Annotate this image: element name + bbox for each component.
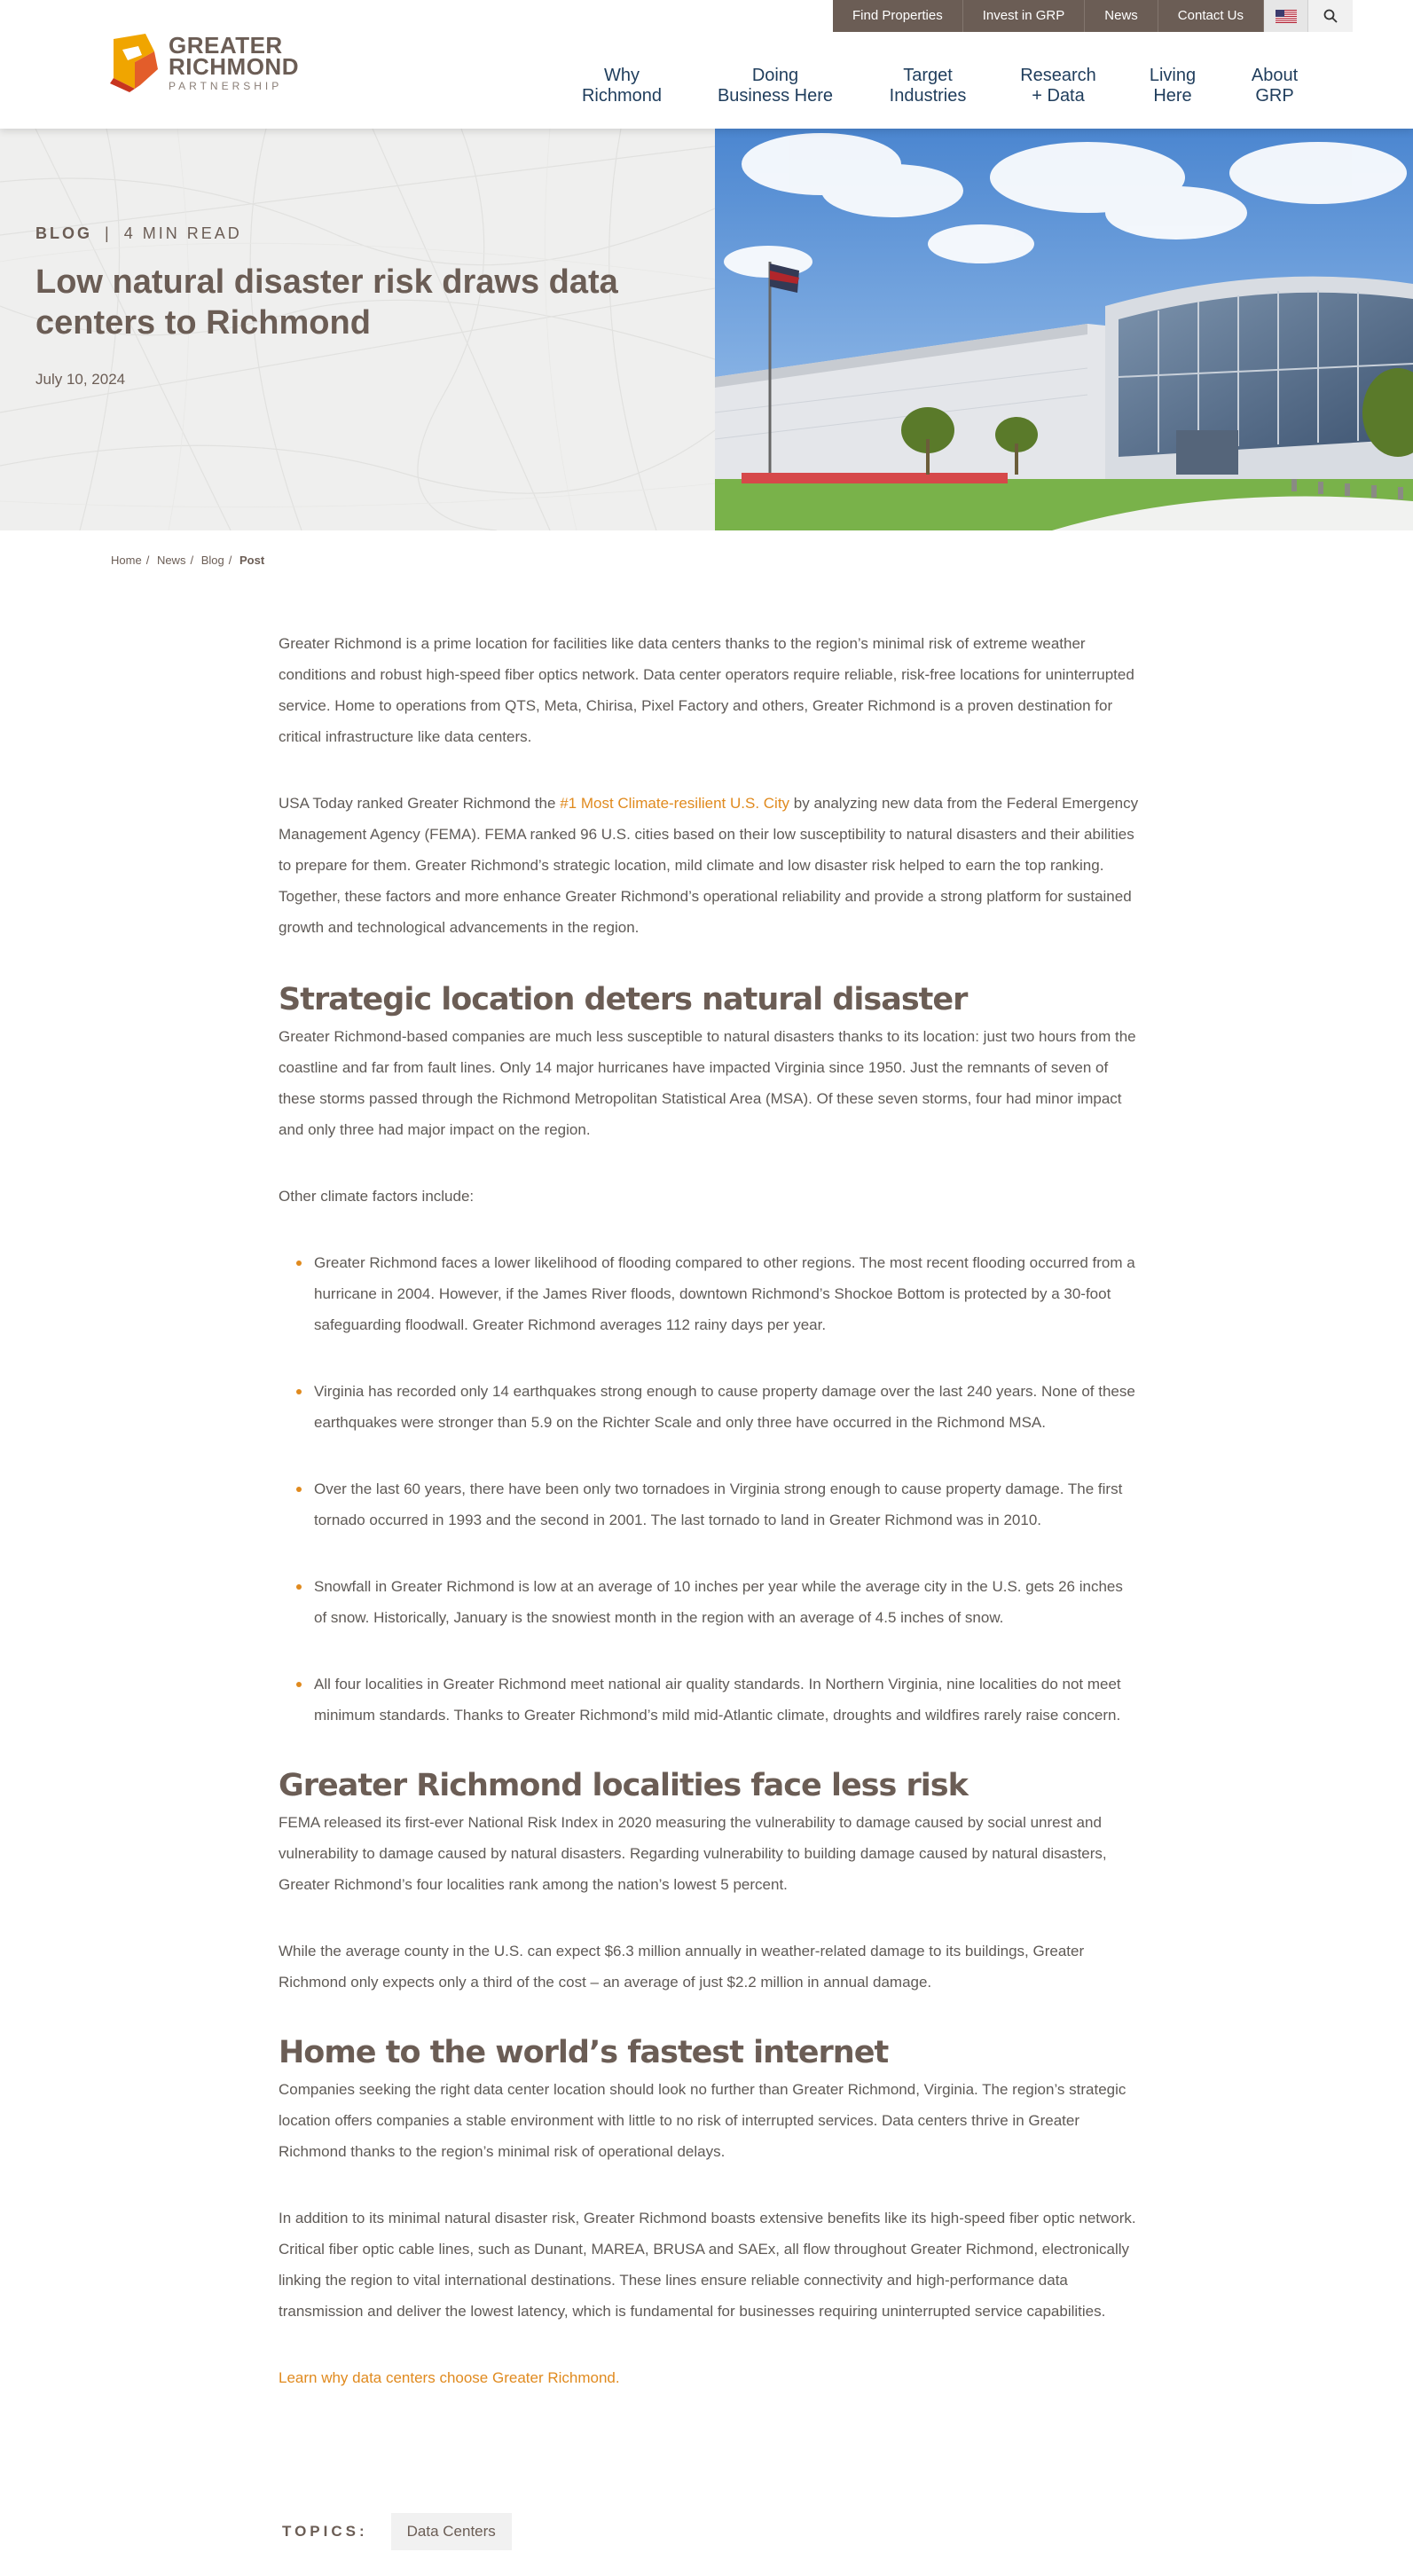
hero-meta bbox=[35, 224, 242, 243]
list-item: Virginia has recorded only 14 earthquakes strong enough to cause property damage over the last 240 years. None of these earthquakes were stronger than 5.9 on the Richter Scale and only three have occurred in the Richmond MSA. bbox=[314, 1376, 1139, 1438]
breadcrumb-home[interactable]: Home bbox=[111, 554, 142, 567]
breadcrumb-news[interactable]: News bbox=[156, 554, 186, 567]
list-item: Over the last 60 years, there have been only two tornadoes in Virginia strong enough to cause property damage. The first tornado occurred in 1993 and the second in 2001. The last tornado to land in Greater Richmond was in 2010. bbox=[314, 1473, 1139, 1535]
meta-separator: | bbox=[105, 224, 112, 242]
list-item: Greater Richmond faces a lower likelihood of flooding compared to other regions. The most recent flooding occurred from a hurricane in 2004. However, if the James River floods, downtown Richmond’s Shockoe Bottom is protected by a 30-foot safeguarding floodwall. Greater Richmond averages 112 rainy days per year. bbox=[314, 1247, 1139, 1340]
article-body bbox=[279, 628, 1139, 2393]
article-paragraph: While the average county in the U.S. can expect $6.3 million annually in weather-related damage to its buildings, Greater Richmond only expects only a third of the cost – an average of just $2.2 million in annual damage. bbox=[279, 1943, 1085, 1991]
data-center-photo bbox=[715, 129, 1413, 530]
utility-link-news[interactable]: News bbox=[1085, 0, 1158, 32]
paragraph-text: by analyzing new data from the Federal Emergency Management Agency (FEMA). FEMA ranked 96 U.S. cities based on their low susceptibility to natural disasters and their abilities to prepare for them. Greater Richmond’s strategic location, mild climate and low disaster risk helped to earn the top ranking. Together, these factors and more enhance Greater Richmond’s operational reliability and provide a strong platform for sustained growth and technological advancements in the region. bbox=[279, 795, 1139, 936]
list-item: Snowfall in Greater Richmond is low at an average of 10 inches per year while the average city in the U.S. gets 26 inches of snow. Historically, January is the snowiest month in the region with an average of 4.5 inches of snow. bbox=[314, 1571, 1139, 1633]
utility-bar bbox=[833, 0, 1353, 32]
nav-why-richmond[interactable]: Why Richmond bbox=[581, 66, 663, 106]
search-icon bbox=[1323, 9, 1338, 23]
nav-living-here[interactable]: Living Here bbox=[1149, 66, 1197, 106]
breadcrumb: Home / News / Blog / Post bbox=[111, 554, 265, 567]
breadcrumb-blog[interactable]: Blog bbox=[200, 554, 224, 567]
post-category: BLOG bbox=[35, 224, 92, 242]
breadcrumb-current: Post bbox=[239, 554, 265, 567]
hero-image bbox=[715, 129, 1413, 530]
logo-line-3: PARTNERSHIP bbox=[169, 79, 283, 92]
article-paragraph: In addition to its minimal natural disaster risk, Greater Richmond boasts extensive benefits like its high-speed fiber optic network. Critical fiber optic cable lines, such as Dunant, MAREA, BRUSA and SAEx, all flow throughout Greater Richmond, electronically linking the region to vital international destinations. These lines ensure reliable connectivity and high-performance data transmission and deliver the lowest latency, which is fundamental for businesses requiring uninterrupted service capabilities. bbox=[279, 2210, 1136, 2320]
section-heading-localities: Greater Richmond localities face less risk bbox=[279, 1768, 968, 1803]
section-heading-strategic-location: Strategic location deters natural disaster bbox=[279, 982, 968, 1017]
utility-link-invest[interactable]: Invest in GRP bbox=[963, 0, 1086, 32]
post-date: July 10, 2024 bbox=[35, 371, 126, 388]
topic-tag-data-centers[interactable]: Data Centers bbox=[391, 2513, 512, 2550]
utility-link-contact[interactable]: Contact Us bbox=[1158, 0, 1264, 32]
climate-resilient-link[interactable]: #1 Most Climate-resilient U.S. City bbox=[560, 795, 790, 812]
article-paragraph: FEMA released its first-ever National Risk Index in 2020 measuring the vulnerability to damage caused by social unrest and vulnerability to damage caused by natural disasters. Regarding vulnerability to building damage caused by natural disasters, Greater Richmond’s four localities rank among the nation’s lowest 5 percent. bbox=[279, 1814, 1107, 1893]
section-heading-internet: Home to the world’s fastest internet bbox=[279, 2035, 889, 2070]
hero bbox=[0, 129, 1413, 530]
nav-about-grp[interactable]: About GRP bbox=[1251, 66, 1299, 106]
paragraph-text: USA Today ranked Greater Richmond the bbox=[279, 795, 561, 812]
list-item: All four localities in Greater Richmond meet national air quality standards. In Northern Virginia, nine localities do not meet minimum standards. Thanks to Greater Richmond’s mild mid-Atlantic climate, droughts and wildfires rarely raise concern. bbox=[314, 1669, 1139, 1731]
article-paragraph bbox=[279, 788, 1139, 943]
us-flag-icon bbox=[1276, 10, 1297, 23]
nav-research-data[interactable]: Research + Data bbox=[1020, 66, 1096, 106]
language-selector[interactable] bbox=[1264, 0, 1308, 32]
logo-line-2: RICHMOND bbox=[169, 52, 299, 80]
article-paragraph: Companies seeking the right data center location should look no further than Greater Richmond, Virginia. The region’s strategic location offers companies a stable environment with little to no risk of interrupted services. Data centers thrive in Greater Richmond thanks to the region’s minimal risk of operational delays. bbox=[279, 2081, 1126, 2160]
topics bbox=[282, 2513, 512, 2550]
site-header bbox=[0, 0, 1413, 129]
nav-doing-business[interactable]: Doing Business Here bbox=[717, 66, 834, 106]
climate-factors-list bbox=[279, 1247, 1139, 1731]
topics-label: TOPICS: bbox=[282, 2523, 368, 2540]
article-paragraph: Other climate factors include: bbox=[279, 1188, 475, 1205]
article-paragraph: Greater Richmond-based companies are much less susceptible to natural disasters thanks to its location: just two hours from the coastline and far from fault lines. Only 14 major hurricanes have impacted Virginia since 1950. Just the remnants of seven of these storms passed through the Richmond Metropolitan Statistical Area (MSA). Of these seven storms, four had minor impact and only three had major impact on the region. bbox=[279, 1028, 1136, 1138]
article-paragraph: Greater Richmond is a prime location for facilities like data centers thanks to the region’s minimal risk of extreme weather conditions and robust high-speed fiber optics network. Data center operators require reliable, risk-free locations for uninterrupted service. Home to operations from QTS, Meta, Chirisa, Pixel Factory and others, Greater Richmond is a proven destination for critical infrastructure like data centers. bbox=[279, 635, 1134, 745]
search-button[interactable] bbox=[1308, 0, 1353, 32]
main-nav bbox=[0, 66, 1413, 110]
page-title: Low natural disaster risk draws data centers to Richmond bbox=[35, 263, 618, 342]
logo-line-1: GREATER bbox=[169, 31, 283, 59]
read-time: 4 MIN READ bbox=[123, 224, 242, 242]
cta-paragraph bbox=[279, 2362, 1139, 2393]
utility-link-find-properties[interactable]: Find Properties bbox=[833, 0, 963, 32]
nav-target-industries[interactable]: Target Industries bbox=[889, 66, 967, 106]
data-centers-cta-link[interactable]: Learn why data centers choose Greater Richmond. bbox=[279, 2369, 620, 2386]
hero-text-panel bbox=[0, 129, 715, 530]
